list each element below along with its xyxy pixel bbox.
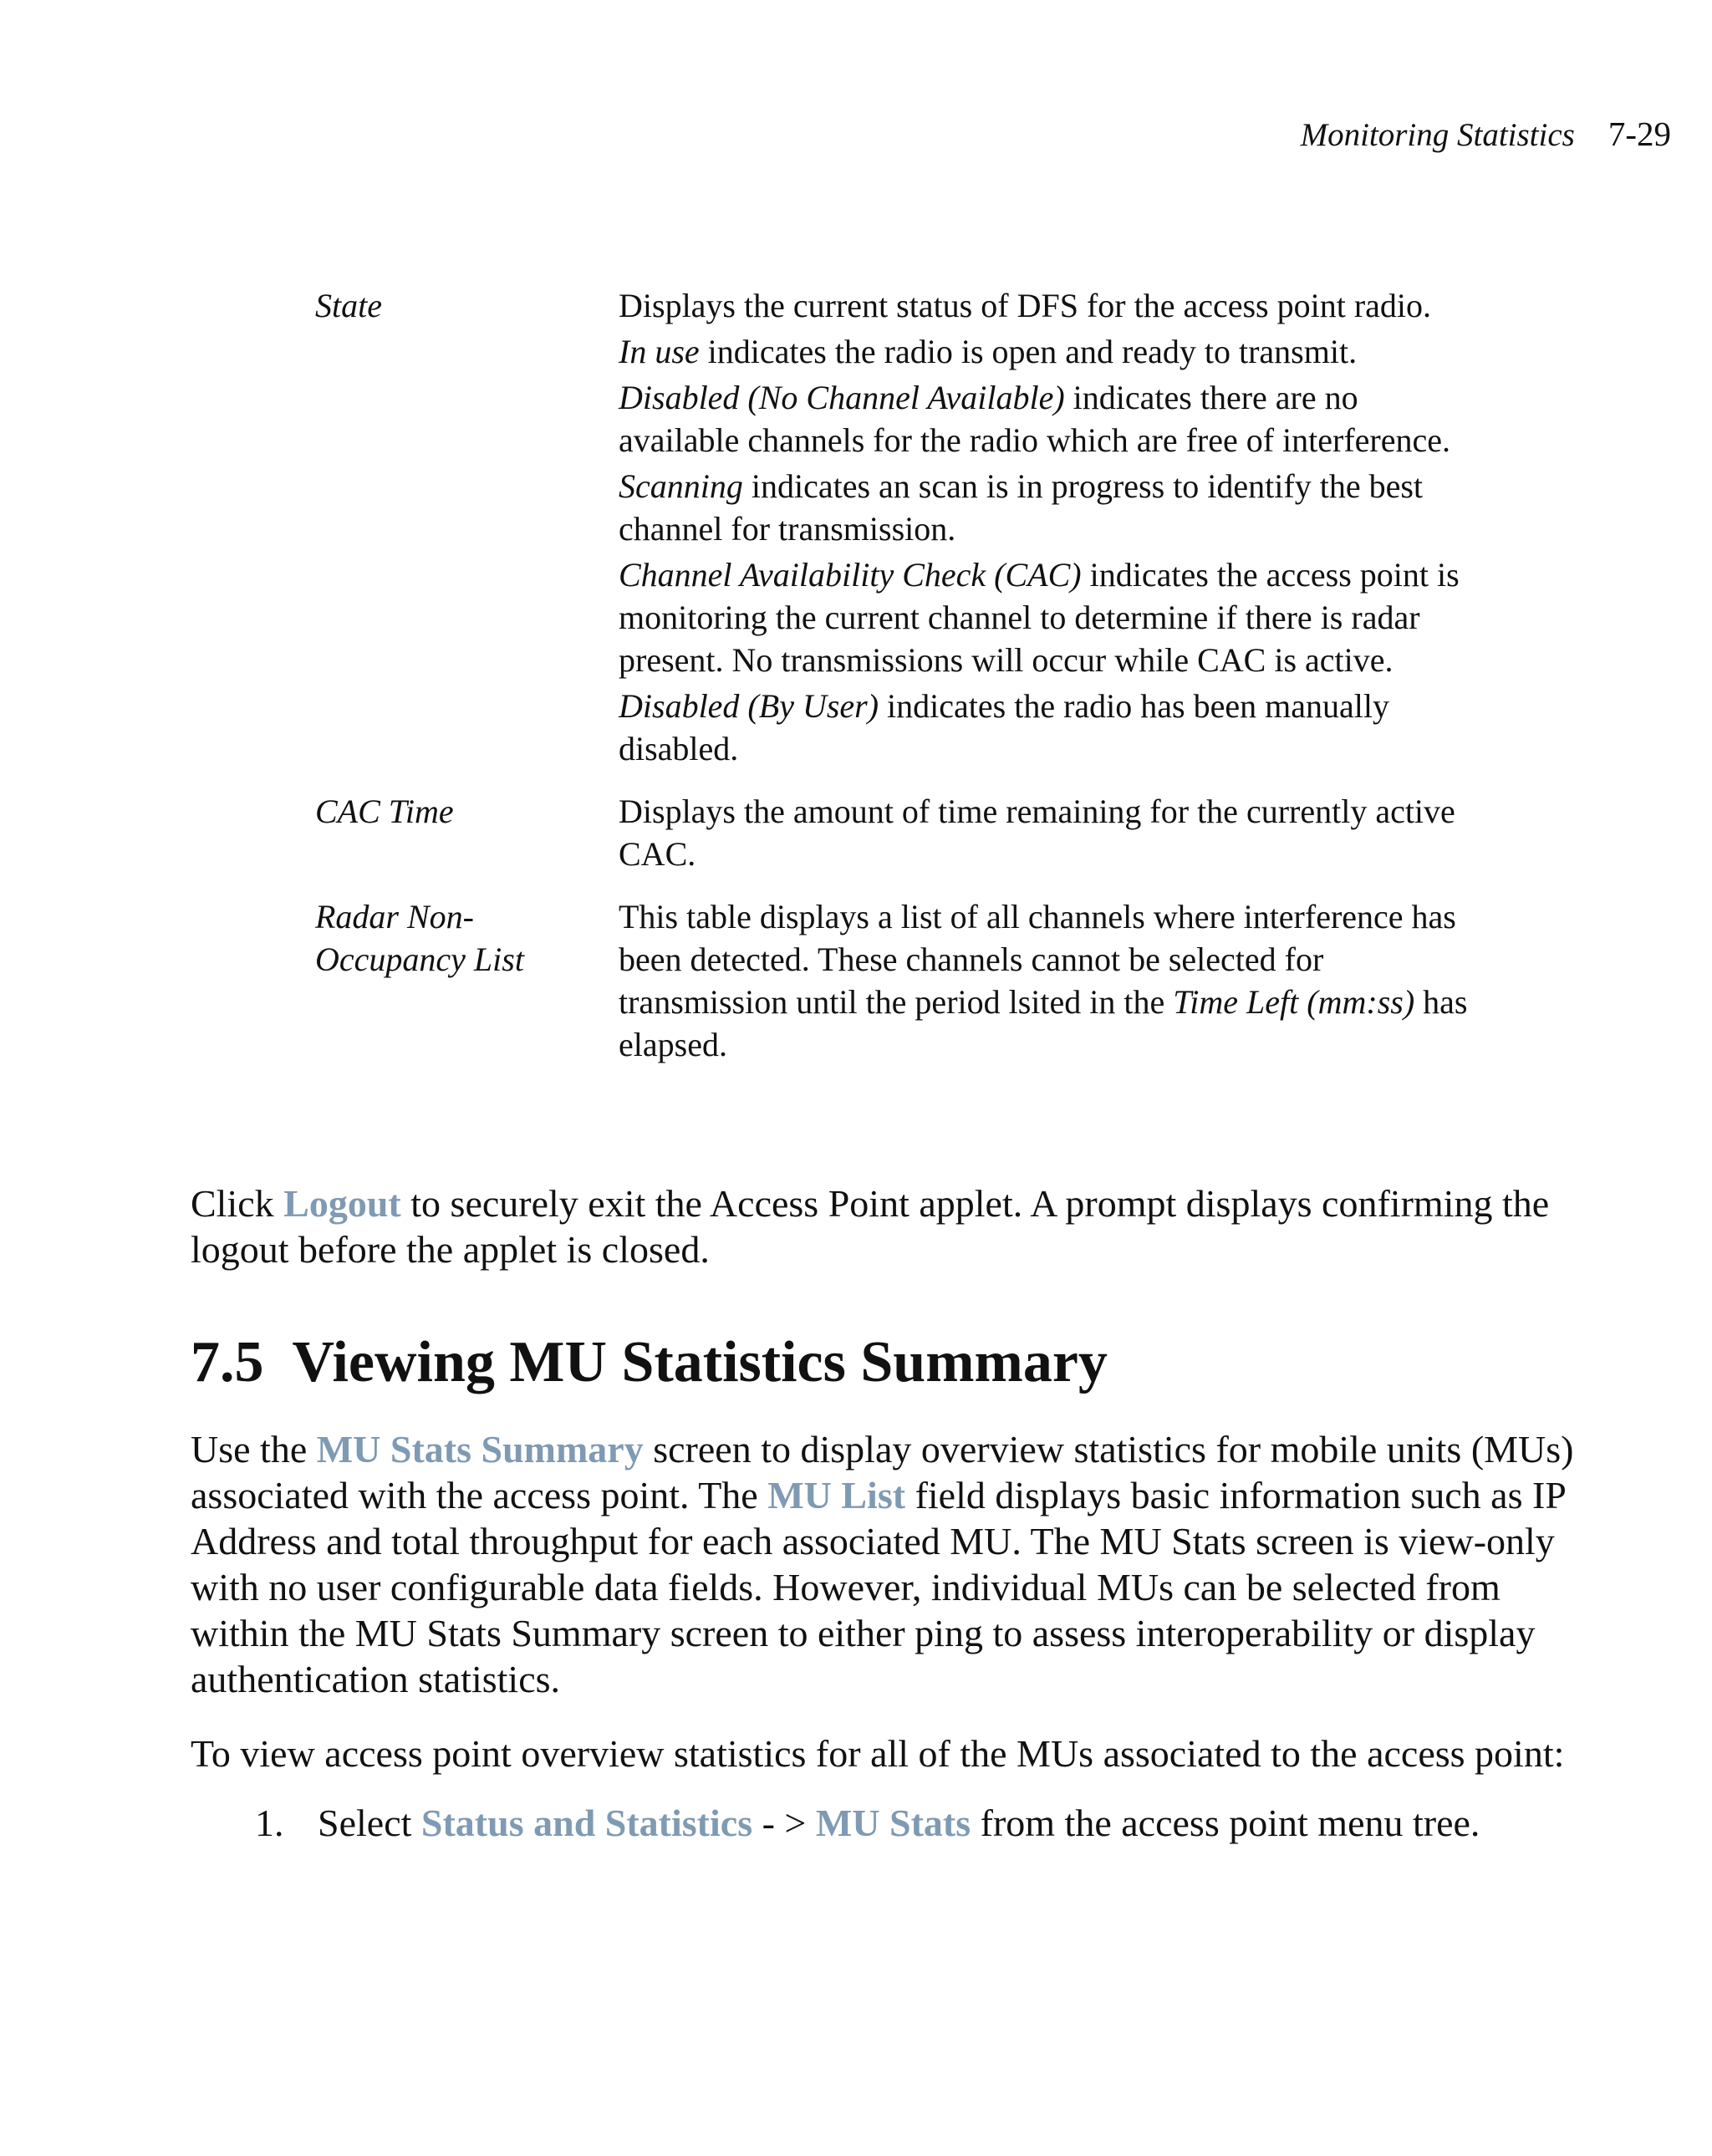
header-section-title: Monitoring Statistics xyxy=(1300,117,1575,153)
step-1 xyxy=(255,1800,1480,1846)
view-stats-paragraph: To view access point overview statistics for all of the MUs associated to the access point: xyxy=(191,1732,1565,1775)
definition-row-cac-time xyxy=(315,790,1469,879)
mu-stats-paragraph: Use the MU Stats Summary screen to display overview statistics for mobile units (MUs) associated with the access point. The MU List field displays basic information such as IP Address and total throughput for each associated MU. The MU Stats screen is view-only with no user configurable data fields. However, individual MUs can be selected from within the MU Stats Summary screen to either ping to assess interoperability or display authentication statistics. xyxy=(191,1428,1574,1700)
step-number: 1. xyxy=(255,1802,284,1844)
mu-stats-summary-link[interactable]: MU Stats Summary xyxy=(316,1428,644,1470)
mu-stats-link[interactable]: MU Stats xyxy=(815,1802,971,1844)
page-number: 7-29 xyxy=(1608,115,1671,153)
page-header xyxy=(1301,114,1671,154)
mu-list-link[interactable]: MU List xyxy=(767,1474,906,1516)
description-cac-time: Displays the amount of time remaining for the currently active CAC. xyxy=(619,793,1455,873)
state-cac: Channel Availability Check (CAC) indicates the access point is monitoring the current channel to determine if there is radar present. No transmissions will occur while CAC is active. xyxy=(619,556,1460,679)
section-heading xyxy=(191,1329,1108,1396)
state-in-use: In use indicates the radio is open and ready to transmit. xyxy=(619,333,1358,370)
section-number: 7.5 xyxy=(191,1330,264,1394)
definition-row-radar xyxy=(315,895,1469,1069)
term-cac-time: CAC Time xyxy=(315,793,454,830)
state-scanning: Scanning indicates an scan is in progress to identify the best channel for transmission. xyxy=(619,467,1424,548)
definition-row-state xyxy=(315,284,1469,773)
logout-paragraph: Click Logout to securely exit the Access Point applet. A prompt displays confirming the logout before the applet is closed. xyxy=(191,1182,1550,1271)
description-state xyxy=(619,284,1469,773)
term-state: State xyxy=(315,287,382,324)
section-title: Viewing MU Statistics Summary xyxy=(292,1330,1108,1394)
state-disabled-no-channel: Disabled (No Channel Available) indicates there are no available channels for the radio which are free of interference. xyxy=(619,379,1450,459)
description-radar: This table displays a list of all channels where interference has been detected. These channels cannot be selected for transmission until the period lsited in the Time Left (mm:ss) has elapsed. xyxy=(619,898,1468,1063)
state-intro: Displays the current status of DFS for the access point radio. xyxy=(619,287,1432,324)
definition-table xyxy=(315,284,1469,1086)
state-disabled-by-user: Disabled (By User) indicates the radio has been manually disabled. xyxy=(619,687,1389,767)
status-and-statistics-link[interactable]: Status and Statistics xyxy=(420,1802,753,1844)
logout-link[interactable]: Logout xyxy=(283,1182,401,1225)
term-radar: Radar Non- Occupancy List xyxy=(315,898,524,978)
step-text: Select Status and Statistics - > MU Stats from the access point menu tree. xyxy=(318,1802,1480,1844)
